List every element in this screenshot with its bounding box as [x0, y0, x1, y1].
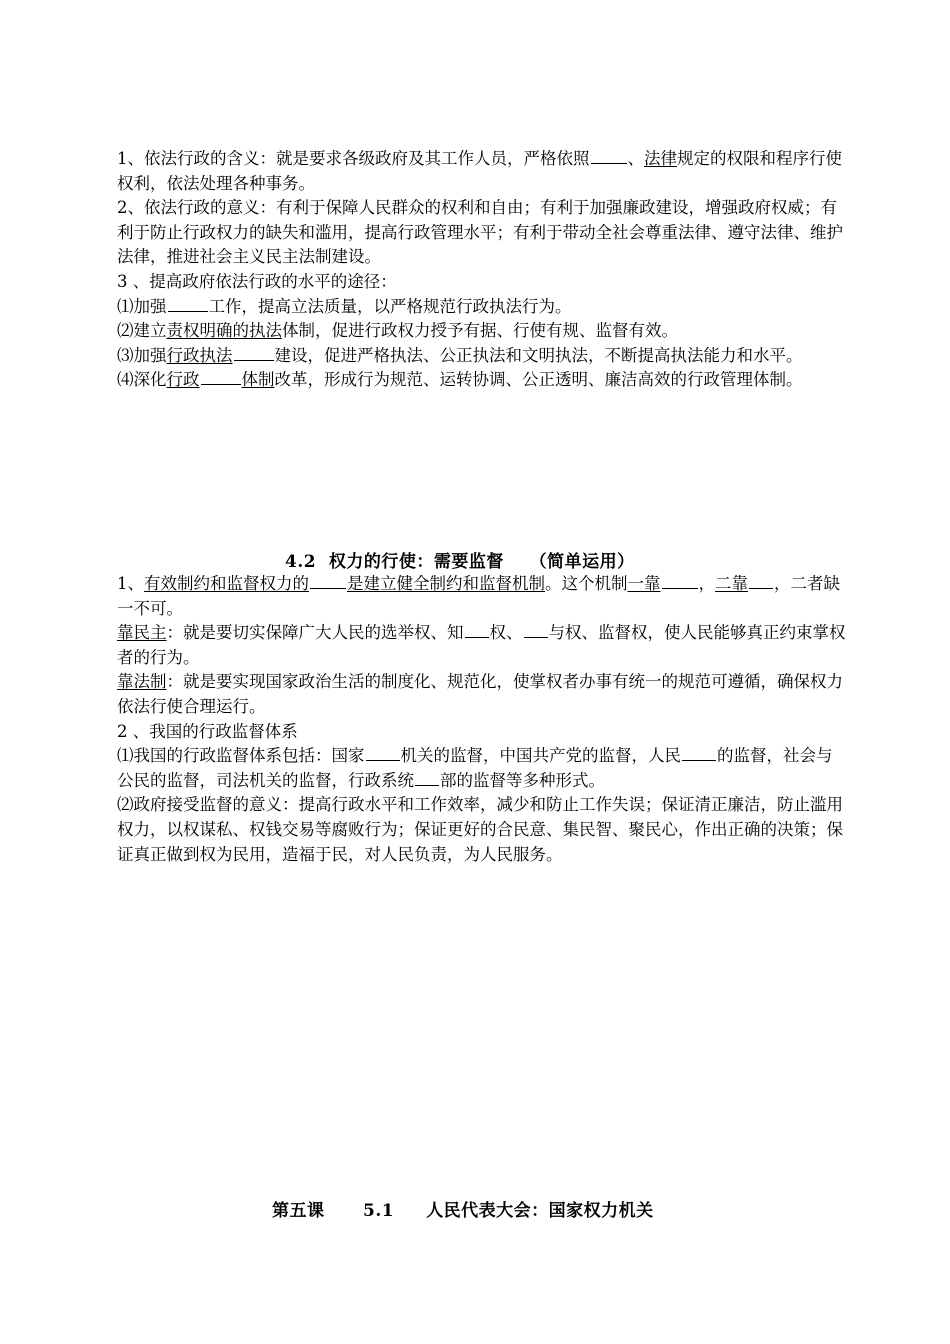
text: 部的监督等多种形式。 — [440, 770, 605, 790]
lesson-title: 人民代表大会：国家权力机关 — [426, 1201, 654, 1221]
fill-blank — [415, 770, 439, 786]
underlined-answer: 二靠 — [715, 574, 748, 593]
text: 1、依法行政的含义：就是要求各级政府及其工作人员，严格依照 — [117, 149, 590, 168]
paragraph-way-1 — [117, 295, 847, 320]
text: 改革，形成行为规范、运转协调、公正透明、廉洁高效的行政管理体制。 — [274, 370, 803, 390]
paragraph-legal-system — [117, 670, 847, 719]
text: 、 — [627, 149, 644, 168]
underlined-answer: 有效制约和监督权力的 — [144, 574, 309, 593]
text: ：就是要实现国家政治生活的制度化、规范化，使掌权者办事有统一的规范可遵循，确保权力依法行使合理运行。 — [117, 672, 843, 716]
paragraph-system-content — [117, 744, 847, 793]
fill-blank — [465, 622, 489, 638]
fill-blank — [168, 296, 208, 312]
section-supervision — [117, 572, 847, 867]
lesson-heading — [272, 1196, 654, 1221]
text: 建设，促进严格执法、公正执法和文明执法，不断提高执法能力和水平。 — [274, 345, 803, 365]
section-heading-4-2 — [285, 547, 635, 572]
underlined-answer: 行政执法 — [166, 345, 233, 365]
fill-blank — [749, 573, 773, 589]
fill-blank — [310, 573, 346, 589]
underlined-answer: 是建立健全制约和监督机制 — [347, 574, 545, 593]
underlined-answer: 法律 — [644, 149, 677, 168]
paragraph-way-2 — [117, 319, 847, 344]
text: ， — [698, 574, 715, 593]
underlined-answer: 靠民主 — [117, 623, 167, 643]
paragraph-way-4 — [117, 368, 847, 393]
text: 。这个机制 — [545, 574, 628, 593]
paragraph-way-3 — [117, 344, 847, 369]
heading-note: （简单运用） — [529, 552, 635, 572]
text: 权、 — [489, 623, 523, 643]
text: 规定的权限和程序行使权利，依法处理各种事务。 — [117, 149, 842, 193]
text: 的监督，社会与公民的监督，司法机关的监督，行政系统 — [117, 746, 833, 790]
text: ⑵建立 — [117, 321, 167, 341]
paragraph-ways-heading: 3 、提高政府依法行政的水平的途径： — [117, 271, 397, 291]
text: ⑴加强 — [117, 296, 167, 316]
fill-blank — [366, 745, 400, 761]
fill-blank — [201, 369, 241, 385]
text: 体制，促进行政权力授予有据、行使有规、监督有效。 — [282, 321, 678, 341]
text: ⑶加强 — [117, 345, 167, 365]
fill-blank — [234, 345, 274, 361]
text: 机关的监督，中国共产党的监督，人民 — [400, 746, 681, 766]
fill-blank — [524, 622, 548, 638]
fill-blank — [682, 745, 716, 761]
heading-number: 4.2 — [285, 552, 317, 572]
lesson-number: 5.1 — [363, 1201, 395, 1221]
text: ：就是要切实保障广大人民的选举权、知 — [166, 623, 464, 643]
text: ，二者缺一不可。 — [117, 574, 840, 618]
section-administration-by-law — [117, 147, 847, 393]
text: ⑷深化 — [117, 370, 167, 390]
lesson-label: 第五课 — [272, 1201, 325, 1221]
paragraph-supervision-significance: ⑵政府接受监督的意义：提高行政水平和工作效率，减少和防止工作失误；保证清正廉洁，防止滥用权力，以权谋私、权钱交易等腐败行为；保证更好的合民意、集民智、聚民心，作出正确的决策；保证真正做到权为民用，造福于民，对人民负责，为人民服务。 — [117, 795, 843, 864]
text: 工作，提高立法质量，以严格规范行政执法行为。 — [208, 296, 572, 316]
paragraph-democracy — [117, 621, 847, 670]
underlined-answer: 体制 — [241, 370, 275, 390]
underlined-answer: 一靠 — [627, 574, 661, 593]
paragraph-mechanism — [117, 572, 847, 621]
fill-blank — [662, 573, 698, 589]
paragraph-system-heading: 2 、我国的行政监督体系 — [117, 721, 298, 741]
underlined-answer: 责权明确的执法 — [166, 321, 282, 341]
underlined-answer: 靠法制 — [117, 672, 167, 692]
underlined-answer: 行政 — [166, 370, 200, 390]
text: 1、 — [117, 574, 144, 593]
fill-blank — [591, 148, 627, 164]
paragraph-significance: 2、依法行政的意义：有利于保障人民群众的权利和自由；有利于加强廉政建设，增强政府权威；有利于防止行政权力的缺失和滥用，提高行政管理水平；有利于带动全社会尊重法律、遵守法律、维护法律，推进社会主义民主法制建设。 — [117, 198, 843, 267]
heading-title: 权力的行使：需要监督 — [328, 552, 504, 572]
paragraph-meaning — [117, 147, 847, 196]
text: 与权、监督权，使人民能够真正约束掌权者的行为。 — [117, 623, 846, 667]
text: ⑴我国的行政监督体系包括：国家 — [117, 746, 365, 766]
